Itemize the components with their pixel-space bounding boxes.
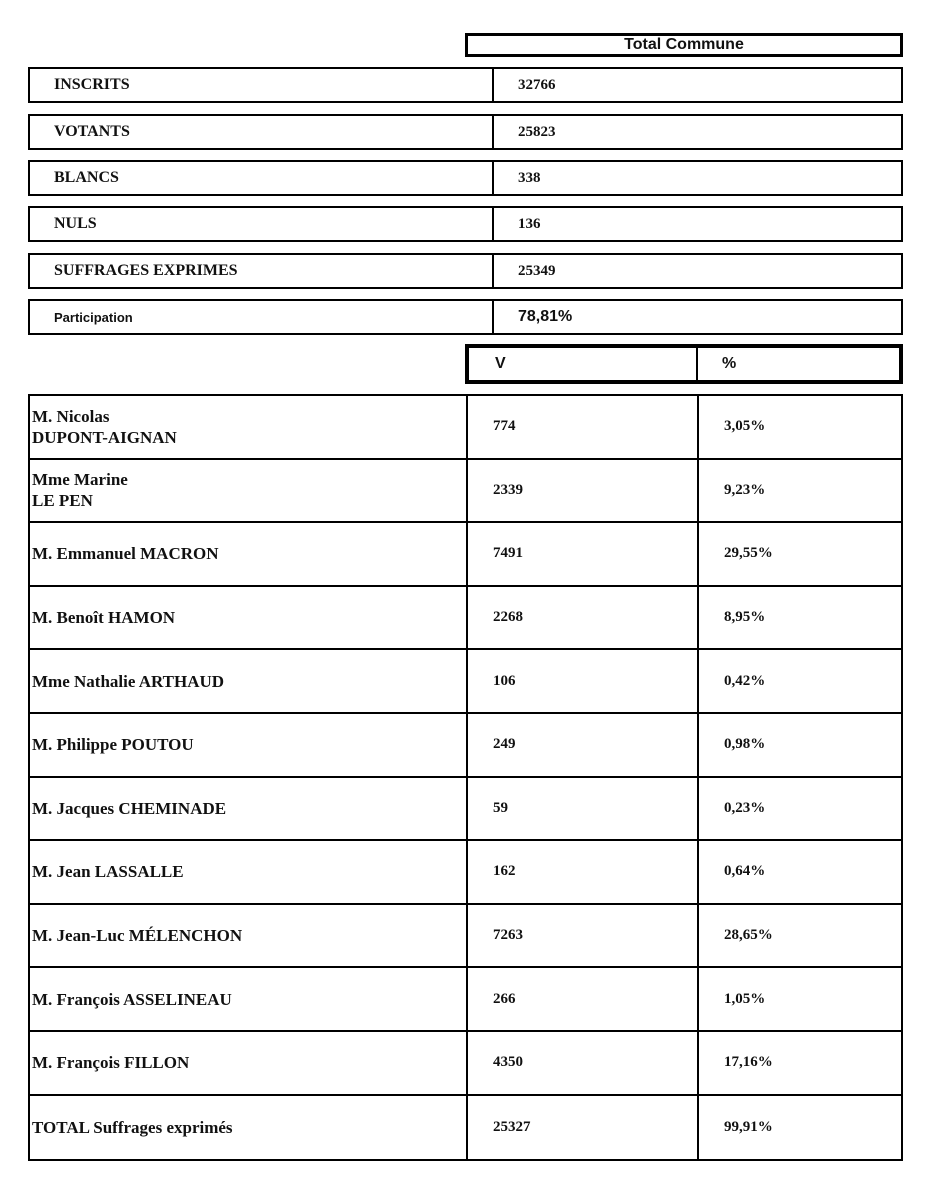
candidate-name: Mme Nathalie ARTHAUD — [30, 650, 468, 712]
candidate-name: Mme Marine LE PEN — [30, 460, 468, 522]
candidate-name: M. François FILLON — [30, 1032, 468, 1094]
stat-label: SUFFRAGES EXPRIMES — [30, 255, 494, 287]
candidate-percent: 29,55% — [724, 545, 773, 562]
candidate-votes: 266 — [468, 968, 699, 1030]
table-row — [30, 396, 901, 460]
stat-row-participation — [28, 299, 903, 335]
table-row — [30, 587, 901, 651]
stat-label: INSCRITS — [30, 69, 494, 101]
candidate-percent: 28,65% — [724, 927, 773, 944]
candidate-name: M. Emmanuel MACRON — [30, 523, 468, 585]
results-table — [28, 394, 903, 1161]
candidate-percent: 1,05% — [724, 990, 766, 1007]
stat-value: 25349 — [518, 262, 556, 279]
candidate-name: M. Jean-Luc MÉLENCHON — [30, 905, 468, 967]
stat-value: 338 — [518, 169, 541, 186]
stat-value: 25823 — [518, 123, 556, 140]
candidate-percent: 0,98% — [724, 736, 766, 753]
stat-value: 32766 — [518, 76, 556, 93]
candidate-percent: 0,42% — [724, 672, 766, 689]
votes-column-header: V — [469, 348, 698, 380]
candidate-votes: 2268 — [468, 587, 699, 649]
candidate-name: M. Philippe POUTOU — [30, 714, 468, 776]
table-row — [30, 841, 901, 905]
candidate-name: M. Nicolas DUPONT-AIGNAN — [30, 396, 468, 458]
table-row — [30, 1032, 901, 1096]
candidate-votes: 7263 — [468, 905, 699, 967]
total-votes: 25327 — [468, 1096, 699, 1160]
stat-value: 78,81% — [518, 308, 573, 325]
candidate-percent: 0,64% — [724, 863, 766, 880]
stat-row-votants — [28, 114, 903, 150]
table-row — [30, 523, 901, 587]
candidate-percent: 9,23% — [724, 481, 766, 498]
stat-value: 136 — [518, 215, 541, 232]
candidate-votes: 7491 — [468, 523, 699, 585]
total-commune-header: Total Commune — [465, 33, 903, 57]
stat-label: BLANCS — [30, 162, 494, 194]
stat-row-nuls — [28, 206, 903, 242]
stat-label: NULS — [30, 208, 494, 240]
table-row — [30, 968, 901, 1032]
candidate-percent: 17,16% — [724, 1054, 773, 1071]
candidate-percent: 8,95% — [724, 609, 766, 626]
table-row — [30, 778, 901, 842]
candidate-percent: 3,05% — [724, 418, 766, 435]
candidate-votes: 162 — [468, 841, 699, 903]
total-row — [30, 1096, 901, 1160]
table-row — [30, 714, 901, 778]
table-row — [30, 650, 901, 714]
candidate-percent: 0,23% — [724, 799, 766, 816]
percent-column-header: % — [722, 355, 737, 372]
candidate-name: M. François ASSELINEAU — [30, 968, 468, 1030]
candidate-votes: 106 — [468, 650, 699, 712]
table-row — [30, 460, 901, 524]
candidate-name: M. Jean LASSALLE — [30, 841, 468, 903]
table-row — [30, 905, 901, 969]
candidate-name: M. Benoît HAMON — [30, 587, 468, 649]
total-percent: 99,91% — [724, 1118, 773, 1135]
total-label: TOTAL Suffrages exprimés — [30, 1096, 468, 1160]
candidate-name: M. Jacques CHEMINADE — [30, 778, 468, 840]
candidate-votes: 59 — [468, 778, 699, 840]
candidate-votes: 774 — [468, 396, 699, 458]
candidate-votes: 249 — [468, 714, 699, 776]
stat-row-blancs — [28, 160, 903, 196]
candidate-votes: 2339 — [468, 460, 699, 522]
stat-row-suffrages-exprimes — [28, 253, 903, 289]
results-column-header — [465, 344, 903, 384]
stat-row-inscrits — [28, 67, 903, 103]
stat-label: VOTANTS — [30, 116, 494, 148]
stat-label: Participation — [30, 301, 494, 333]
candidate-votes: 4350 — [468, 1032, 699, 1094]
